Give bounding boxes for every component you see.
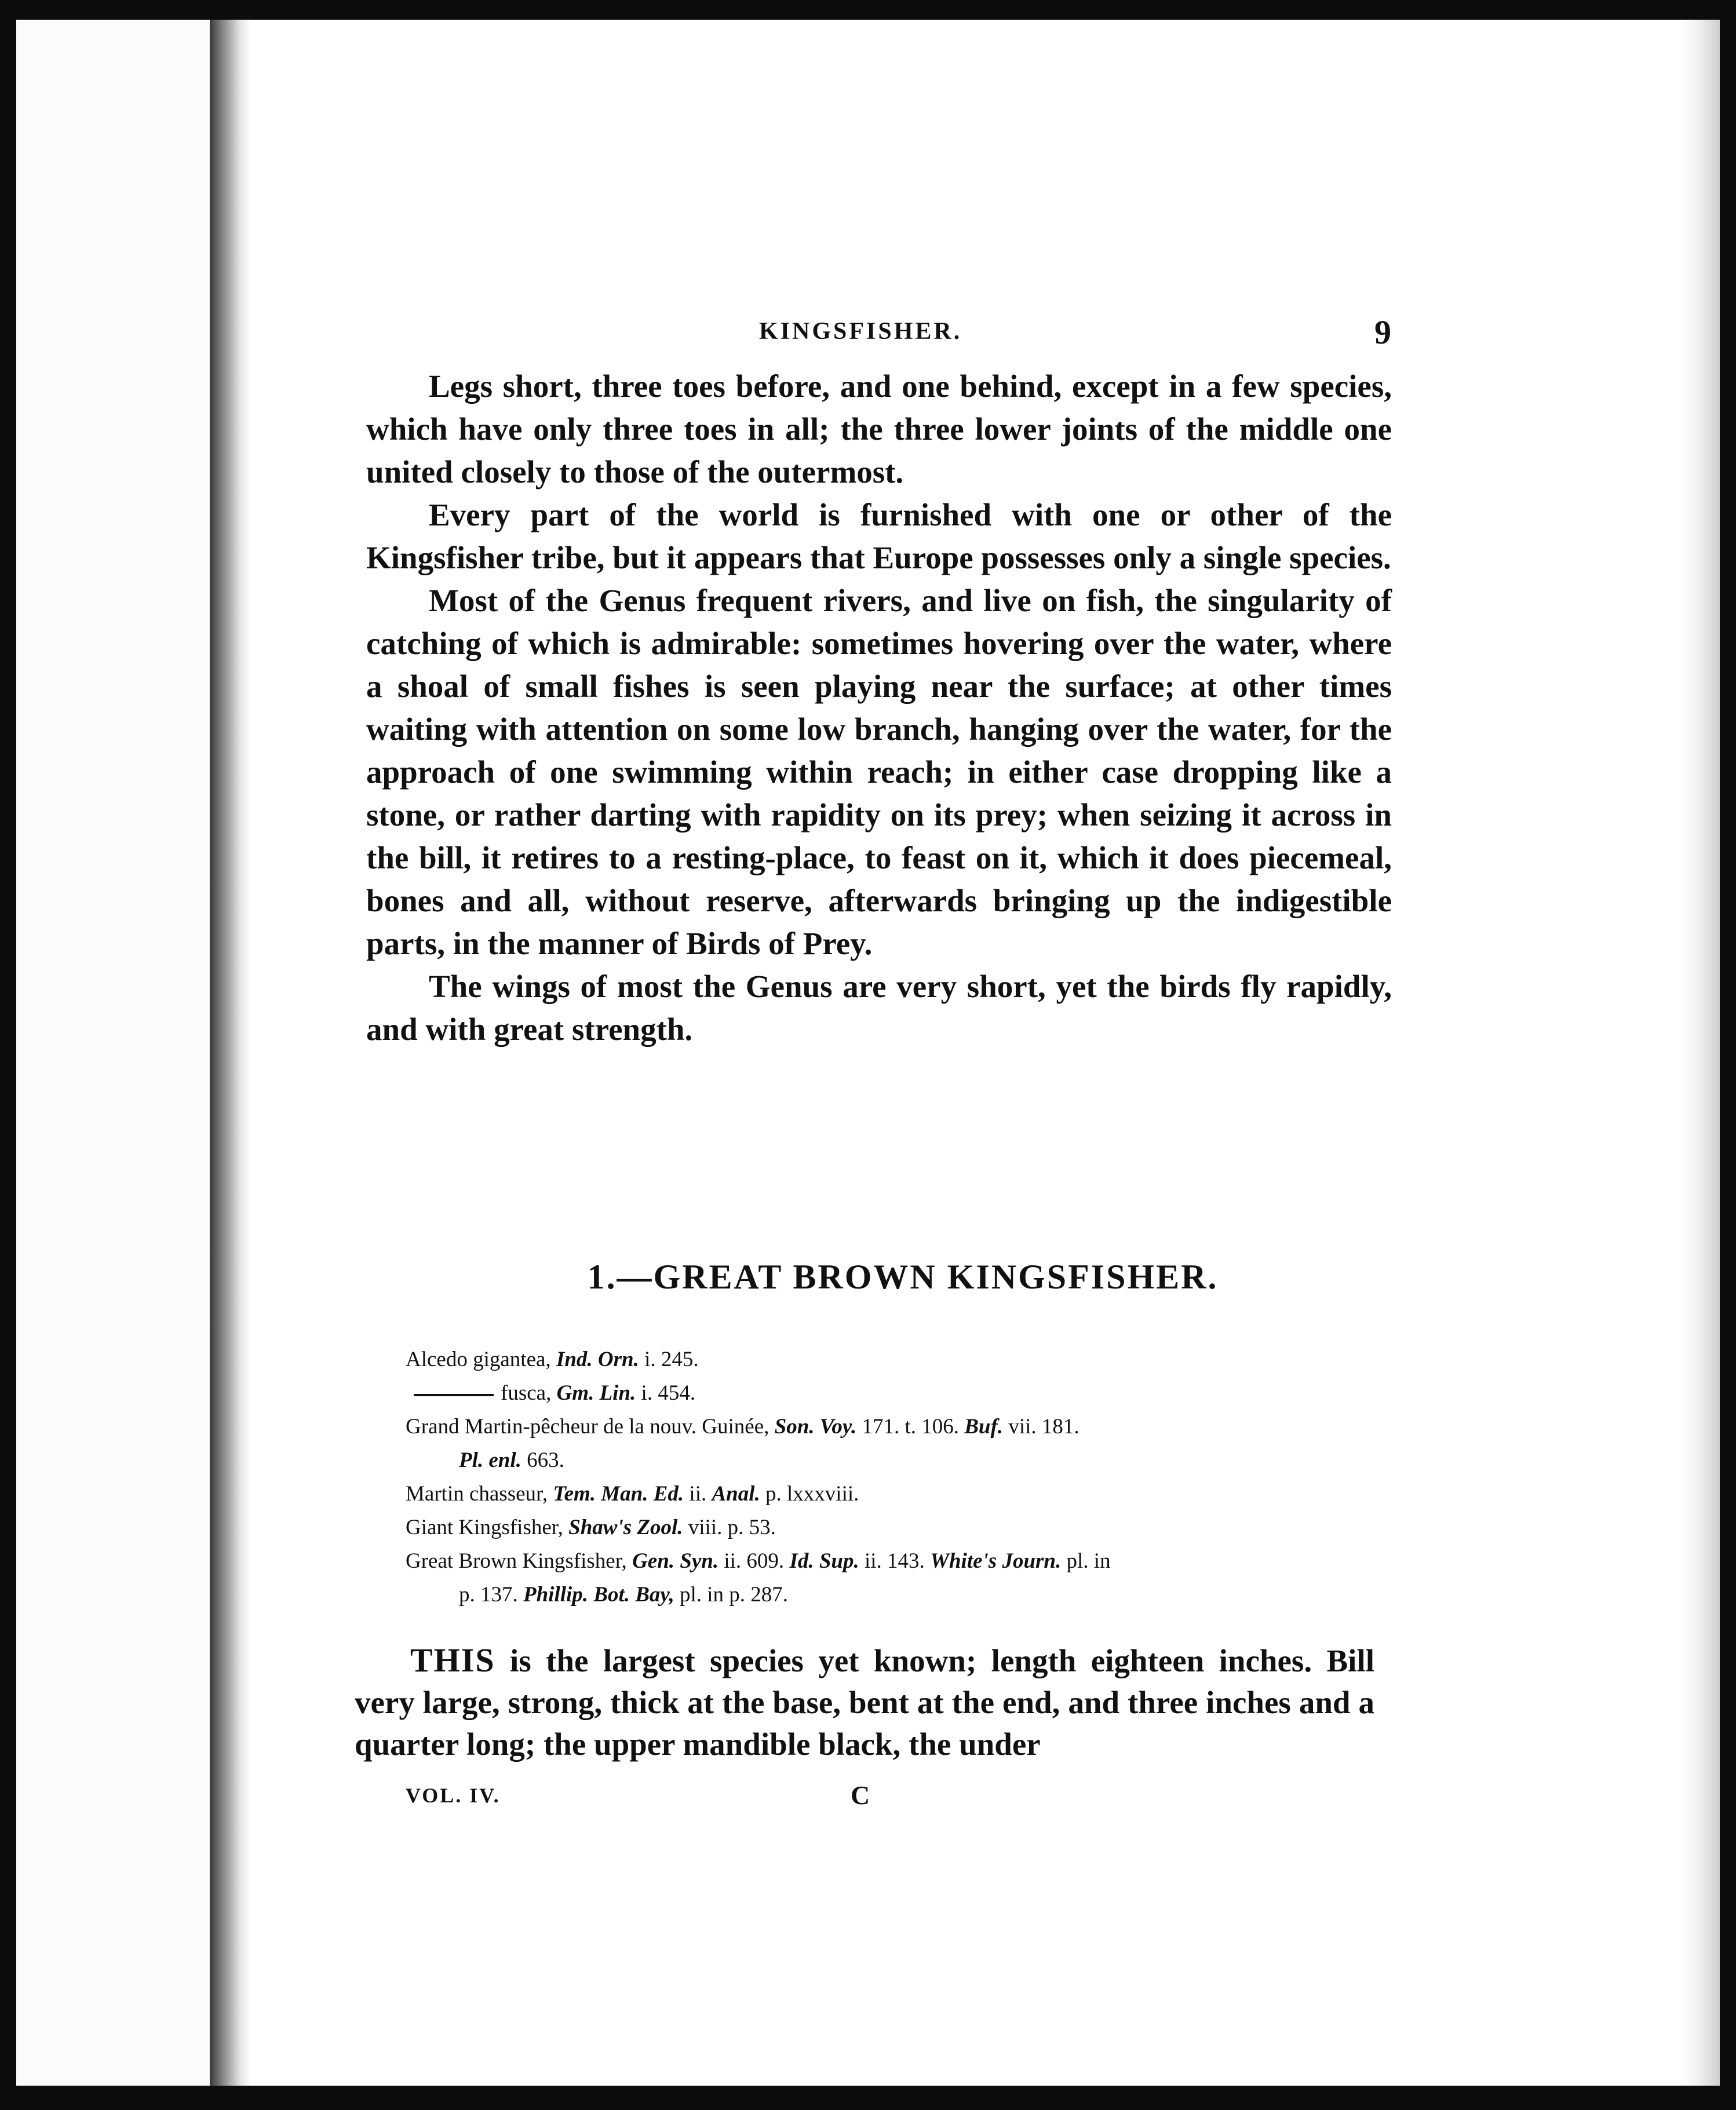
synonym-location: i. 245. [639,1348,699,1371]
synonym-location: 663. [521,1448,564,1472]
synonym-line [406,1377,1391,1410]
synonym-line [406,1545,1391,1578]
synonym-location: pl. in [1061,1549,1111,1573]
ditto-dash [414,1394,494,1396]
synonym-name: Grand Martin-pêcheur de la nouv. Guinée, [406,1415,775,1439]
synonym-name: Alcedo gigantea, [406,1348,556,1371]
description-text: is the largest species yet known; length eighteen inches. Bill very large, strong, thick at the base, bent at the end, and three inches and a quarter long; the upper mandible black, the under [355,1643,1374,1762]
synonym-reference: Shaw's Zool. [568,1516,683,1539]
synonym-name: Giant Kingsfisher, [406,1516,569,1539]
synonym-location: p. lxxxviii. [760,1482,859,1506]
paragraph-legs: Legs short, three toes before, and one behind, except in a few species, which have only three toes in all; the three lower joints of the middle one united closely to those of the outermost. [366,368,1392,490]
synonym-reference: Pl. enl. [459,1448,521,1472]
body-text [366,365,1392,1051]
lead-word: THIS [410,1641,495,1679]
running-title: KINGSFISHER. [759,318,962,345]
signature-line [0,1780,1736,1818]
page-number: 9 [1374,313,1391,351]
paragraph-distribution: Every part of the world is furnished with one or other of the Kingsfisher tribe, but it appears that Europe possesses only a single species. [366,497,1392,575]
paragraph-wings: The wings of most the Genus are very short, yet the birds fly rapidly, and with great strength. [366,969,1392,1047]
synonym-location: viii. p. 53. [683,1516,776,1539]
synonym-location: ii. [684,1482,712,1506]
synonym-line [406,1343,1391,1377]
scan-border-top [0,0,1736,20]
synonym-line [406,1477,1391,1511]
synonym-reference: White's Journ. [930,1549,1062,1573]
synonym-reference: Phillip. Bot. Bay, [523,1583,674,1607]
synonym-reference: Anal. [712,1482,760,1506]
scan-border-bottom [0,2086,1736,2110]
volume-mark: VOL. IV. [406,1784,501,1807]
synonym-location: ii. 609. [719,1549,790,1573]
synonymy-list [406,1343,1391,1612]
synonym-location: ii. 143. [859,1549,931,1573]
synonym-reference: Tem. Man. Ed. [553,1482,684,1506]
synonym-location: vii. 181. [1003,1415,1079,1439]
paragraph-habits: Most of the Genus frequent rivers, and live on fish, the singularity of catching of which is admirable: sometimes hovering over the water, where a shoal of small fishes is seen playing near the surface; at other times waiting with attention on some low branch, hanging over the water, for the approach of one swimming within reach; in either case dropping like a stone, or rather darting with rapidity on its prey; when seizing it across in the bill, it retires to a resting-place, to feast on it, which it does piecemeal, bones and all, without reserve, afterwards bringing up the indigestible parts, in the manner of Birds of Prey. [366,583,1392,961]
synonym-location: pl. in p. 287. [674,1583,789,1607]
synonym-location: p. 137. [459,1583,523,1607]
synonym-line [406,1578,1391,1612]
synonym-name: Martin chasseur, [406,1482,553,1506]
species-description [355,1640,1374,1765]
running-head [0,313,1736,353]
species-heading: 1.—GREAT BROWN KINGSFISHER. [587,1258,1219,1296]
synonym-reference: Buf. [964,1415,1004,1439]
synonym-reference: Son. Voy. [774,1415,857,1439]
synonym-name: fusca, [501,1381,557,1405]
synonym-location: 171. t. 106. [856,1415,965,1439]
synonym-reference: Gen. Syn. [632,1549,719,1573]
synonym-line [406,1444,1391,1477]
description-paragraph [355,1640,1374,1765]
synonym-reference: Id. Sup. [789,1549,859,1573]
synonym-name: Great Brown Kingsfisher, [406,1549,633,1573]
signature-letter: C [851,1780,870,1810]
synonym-line [406,1410,1391,1444]
synonym-reference: Ind. Orn. [556,1348,639,1371]
synonym-line [406,1511,1391,1545]
synonym-reference: Gm. Lin. [556,1381,636,1405]
synonym-location: i. 454. [636,1381,696,1405]
